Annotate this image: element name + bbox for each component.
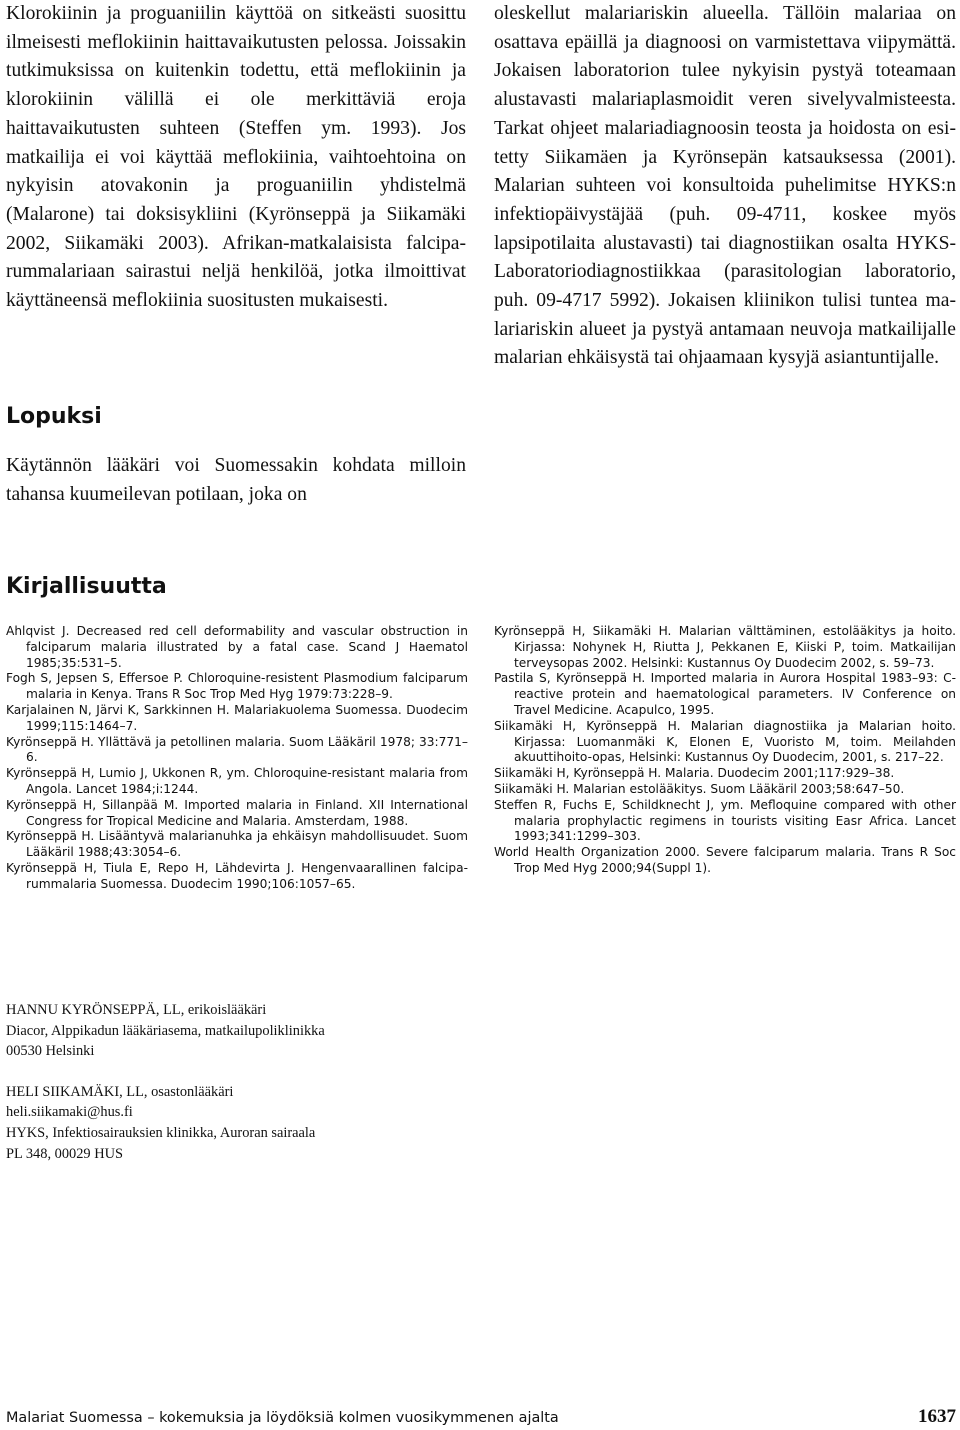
reference-item: Kyrönseppä H, Siikamäki H. Malarian välttäminen, estolääkitys ja hoito. Kirjassa: Nohynek H, Riutta J, Pekkanen E, Kiiski P, toim. Matkailijan terveysopas 2002. Helsinki: Kustannus Oy Duodecim 2002, s. 59–73. [494,624,956,670]
reference-item: Ahlqvist J. Decreased red cell deformability and vascular obstruction in falciparum malaria illustrated by a fatal case. Scand J Haematol 1985;35:531–5. [6,624,468,670]
author-email: heli.siikamaki@hus.fi [6,1104,133,1121]
author-block [6,1082,706,1164]
author-name: HELI SIIKAMÄKI, LL, osastonlääkäri [6,1083,234,1100]
running-footer: Malariat Suomessa – kokemuksia ja löydöksiä kolmen vuosikymmenen ajalta [6,1410,559,1426]
reference-item: World Health Organization 2000. Severe falciparum malaria. Trans R Soc Trop Med Hyg 2000;94(Suppl 1). [494,845,956,875]
author-address: 00530 Helsinki [6,1043,95,1060]
body-paragraph: Klorokiinin ja proguaniilin käyttöä on sitkeästi suosittu ilmeisesti meflokiinin haittavaikutusten pelossa. Joissakin tutkimuksissa on kuitenkin todettu, että meflokiinin ja klorokiinin välillä ei ole merkittäviä eroja haittavaikutusten suhteen (Steffen ym. 1993). Jos matkailija ei voi käyttää meflokiinia, vaihtoehtoina on nykyisin atovakonin ja proguaniilin yhdistelmä (Malarone) tai doksisykliini (Kyrönseppä ja Siikamäki 2002, Siikamäki 2003). Afrikan-matkalaisista falciparummalariaan sairastui neljä henkilöä, jotka ilmoittivat käyttäneensä meflokiinia suositusten mukaisesti. [6,3,466,312]
page-number: 1637 [918,1406,956,1427]
author-address: PL 348, 00029 HUS [6,1145,124,1162]
reference-item: Pastila S, Kyrönseppä H. Imported malaria in Aurora Hospital 1983–93: C-reactive protein and haematological parameters. IV Conference on Travel Medicine. Acapulco, 1995. [494,671,956,717]
author-block [6,1000,706,1062]
author-affiliation: Diacor, Alppikadun lääkäriasema, matkailupoliklinikka [6,1022,325,1039]
section-heading-lopuksi: Lopuksi [6,404,102,429]
reference-item: Kyrönseppä H. Lisääntyvä malarianuhka ja ehkäisyn mahdollisuudet. Suom Lääkäril 1988;43:3054–6. [6,829,468,860]
reference-item: Siikamäki H, Kyrönseppä H. Malarian diagnostiika ja Malarian hoito. Kirjassa: Luomanmäki K, Elonen E, Vuoristo M, toim. Meilahden akuuttihoito-opas, Helsinki: Kustannus Oy Duodecim, 2001, s. 217–22. [494,718,956,765]
reference-item: Kyrönseppä H, Sillanpää M. Imported malaria in Finland. XII International Congress for Tropical Medicine and Malaria. Amsterdam, 1988. [6,797,468,828]
author-affiliation: HYKS, Infektiosairauksien klinikka, Auroran sairaala [6,1124,316,1141]
references-heading: Kirjallisuutta [6,574,167,599]
reference-list-left [6,624,468,893]
reference-item: Siikamäki H, Kyrönseppä H. Malaria. Duodecim 2001;117:929–38. [494,766,895,781]
reference-item: Fogh S, Jepsen S, Effersoe P. Chloroquine-resistent Plasmodium falciparum malaria in Kenya. Trans R Soc Trop Med Hyg 1979:73:228–9. [6,671,468,702]
author-name: HANNU KYRÖNSEPPÄ, LL, erikoislääkäri [6,1002,267,1018]
reference-list-right [494,624,956,877]
body-paragraph-lopuksi: Käytännön lääkäri voi Suomessakin kohdata milloin tahansa kuumeilevan potilaan, joka on [6,455,466,505]
body-column-left [6,0,466,316]
reference-item: Steffen R, Fuchs E, Schildknecht J, ym. Mefloquine compared with other malaria prophylactic regimens in tourists visiting Easr Africa. Lancet 1993;341:1299–303. [494,797,956,844]
reference-item: Kyrönseppä H, Lumio J, Ukkonen R, ym. Chloroquine-resistant malaria from Angola. Lancet 1984;i:1244. [6,766,468,796]
author-info [6,1000,706,1184]
reference-item: Kyrönseppä H. Yllättävä ja petollinen malaria. Suom Lääkäril 1978; 33:771–6. [6,734,468,765]
body-column-right [494,0,956,373]
reference-item: Karjalainen N, Järvi K, Sarkkinnen H. Malariakuolema Suomessa. Duodecim 1999;115:1464–7. [6,702,468,733]
reference-item: Kyrönseppä H, Tiula E, Repo H, Lähdevirta J. Hengenvaarallinen falciparummalaria Suomessa. Duodecim 1990;106:1057–65. [6,860,468,891]
reference-item: Siikamäki H. Malarian estolääkitys. Suom Lääkäril 2003;58:647–50. [494,781,905,796]
body-paragraph: oleskellut malariariskin alueella. Tällöin malariaa on osattava epäillä ja diagnoosi on varmistettava viipymättä. Jokaisen laboratorion tulee nykyisin pystyä toteamaan alustavasti malariaplasmoidit veren sivelyvalmisteesta. Tarkat ohjeet malariadiagnoosin teosta ja hoidosta on esitetty Siikamäen ja Kyrönsepän katsauksessa (2001). Malarian suhteen voi konsultoida puhelimitse HYKS:n infektiopäivystäjää (puh. 09-4711, koskee myös lapsipotilaita alustavasti) tai diagnostiikan osalta HYKS-Laboratoriodiagnostiikkaa (parasitologian laboratorio, puh. 09-4717 5992). Jokaisen kliinikon tulisi tuntea malariariskin alueet ja pystyä antamaan neuvoja matkailijalle malarian ehkäisystä tai ohjaamaan kysyjä asiantuntijalle. [494,3,956,369]
